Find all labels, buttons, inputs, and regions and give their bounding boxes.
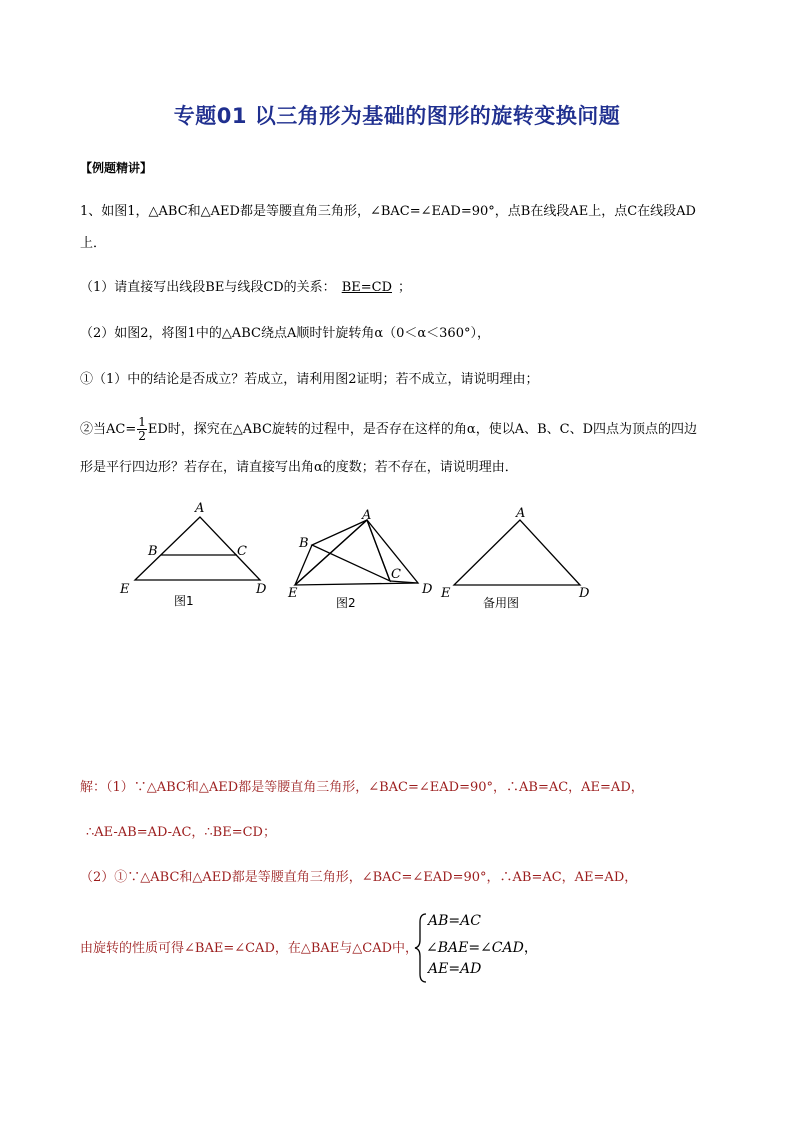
solution-line-4: 由旋转的性质可得∠BAE=∠CAD，在△BAE与△CAD中， <box>80 941 419 956</box>
section-heading: 【例题精讲】 <box>80 161 153 175</box>
question-2-part-2-suffix: ED时，探究在△ABC旋转的过程中，是否存在这样的角α，使以A、B、C、D四点为顶点的四边 <box>147 422 698 437</box>
system-equation-1: AB=AC <box>428 913 481 929</box>
fraction-numerator: 1 <box>138 415 146 429</box>
segment-ea-fig2 <box>295 520 367 585</box>
figure-1-caption: 图1 <box>174 594 194 608</box>
figure-2-caption: 图2 <box>336 596 356 610</box>
question-1-answer: BE=CD <box>341 280 392 295</box>
label-a-fig3: A <box>516 506 526 521</box>
question-2: （2）如图2，将图1中的△ABC绕点A顺时针旋转角α（0＜α＜360°）， <box>80 326 490 341</box>
triangle-aed-fig3 <box>454 520 580 585</box>
question-2-part-1: ①（1）中的结论是否成立？若成立，请利用图2证明；若不成立，请说明理由； <box>80 372 539 387</box>
system-suffix: ， <box>523 940 538 956</box>
label-c-fig2: C <box>391 567 401 582</box>
label-a-fig1: A <box>195 501 205 516</box>
solution-line-3: （2）①∵△ABC和△AED都是等腰直角三角形，∠BAC=∠EAD=90°，∴AB=AC，AE=AD， <box>80 870 638 885</box>
question-1-text: （1）请直接写出线段BE与线段CD的关系： <box>80 280 336 295</box>
fraction-denominator: 2 <box>138 429 146 443</box>
geometry-figures <box>110 495 610 625</box>
system-equation-2-text: ∠BAE=∠CAD <box>426 940 524 956</box>
system-equation-2 <box>426 937 538 957</box>
problem-line-1: 1、如图1，△ABC和△AED都是等腰直角三角形，∠BAC=∠EAD=90°，点B在线段AE上，点C在线段AD <box>80 204 696 219</box>
problem-line-2: 上． <box>80 236 107 251</box>
label-e-fig2: E <box>288 586 298 601</box>
question-2-part-2-line-2: 形是平行四边形？若存在，请直接写出角α的度数；若不存在，请说明理由． <box>80 460 518 475</box>
figure-3 <box>440 506 590 610</box>
label-d-fig3: D <box>579 586 590 601</box>
label-a-fig2: A <box>362 508 372 523</box>
page-title: 专题01 以三角形为基础的图形的旋转变换问题 <box>173 104 621 128</box>
question-2-part-2-prefix: ②当AC= <box>80 422 137 437</box>
question-1-suffix: ； <box>398 280 412 295</box>
question-2-part-2 <box>80 416 697 443</box>
solution-line-2: ∴AE-AB=AD-AC，∴BE=CD； <box>86 825 276 840</box>
figure-3-caption: 备用图 <box>483 596 520 610</box>
figure-2 <box>287 508 433 610</box>
label-b-fig2: B <box>299 536 309 551</box>
label-d-fig2: D <box>422 582 433 597</box>
segment-be-fig2 <box>295 545 312 585</box>
fraction-one-half <box>137 416 147 443</box>
label-d-fig1: D <box>256 582 267 597</box>
label-b-fig1: B <box>148 544 158 559</box>
system-equation-3: AE=AD <box>428 961 482 977</box>
label-c-fig1: C <box>237 544 247 559</box>
label-e-fig3: E <box>441 586 451 601</box>
figure-1 <box>119 501 267 608</box>
label-e-fig1: E <box>120 582 130 597</box>
question-1 <box>80 278 411 298</box>
solution-line-1: 解：（1）∵△ABC和△AED都是等腰直角三角形，∠BAC=∠EAD=90°，∴AB=AC，AE=AD， <box>80 780 644 795</box>
